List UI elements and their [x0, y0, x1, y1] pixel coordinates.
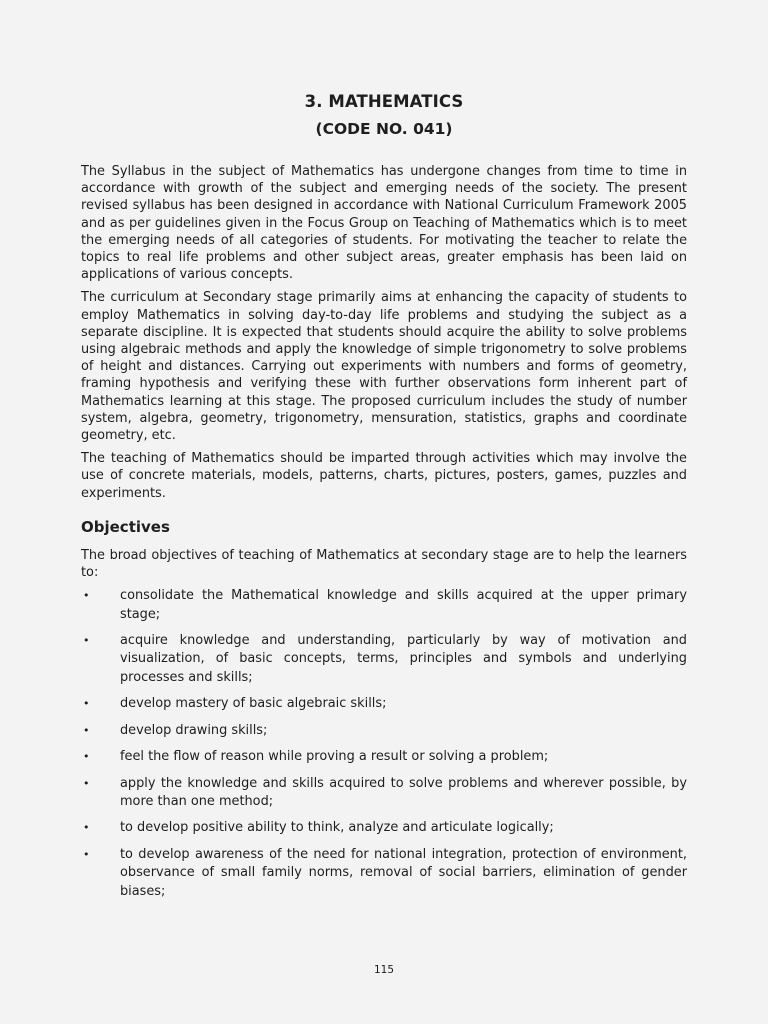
intro-paragraph-2: The curriculum at Secondary stage primarily aims at enhancing the capacity of students to employ Mathematics in solving day-to-day life problems and studying the subject as a separate discipline. It is expected that students should acquire the ability to solve problems using algebraic methods and apply the knowledge of simple trigonometry to solve problems of height and distances. Carrying out experiments with numbers and forms of geometry, framing hypothesis and verifying these with further observations form inherent part of Mathematics learning at this stage. The proposed curriculum includes the study of number system, algebra, geometry, trigonometry, mensuration, statistics, graphs and coordinate geometry, etc. [81, 290, 687, 444]
list-item-text: consolidate the Mathematical knowledge and skills acquired at the upper primary stage; [120, 588, 687, 622]
list-item [81, 819, 687, 837]
document-page [81, 92, 687, 909]
list-item-text: acquire knowledge and understanding, particularly by way of motivation and visualization, of basic concepts, terms, principles and symbols and underlying processes and skills; [120, 633, 687, 685]
list-item [81, 846, 687, 901]
bullet-icon: • [83, 697, 90, 711]
list-item [81, 748, 687, 766]
intro-paragraph-3: The teaching of Mathematics should be imparted through activities which may involve the use of concrete materials, models, patterns, charts, pictures, posters, games, puzzles and experiments. [81, 451, 687, 501]
page-subtitle: (CODE NO. 041) [315, 120, 453, 138]
bullet-icon: • [83, 750, 90, 764]
page-title: 3. MATHEMATICS [304, 92, 464, 111]
list-item-text: to develop positive ability to think, analyze and articulate logically; [120, 820, 554, 836]
bullet-icon: • [83, 723, 90, 737]
list-item-text: feel the flow of reason while proving a result or solving a problem; [120, 749, 549, 765]
list-item [81, 587, 687, 624]
bullet-icon: • [83, 589, 90, 603]
objectives-heading: Objectives [81, 517, 170, 536]
list-item [81, 632, 687, 687]
list-item-text: to develop awareness of the need for national integration, protection of environment, observance of small family norms, removal of social barriers, elimination of gender biases; [120, 846, 687, 899]
intro-paragraph-1: The Syllabus in the subject of Mathematics has undergone changes from time to time in accordance with growth of the subject and emerging needs of the society. The present revised syllabus has been designed in accordance with National Curriculum Framework 2005 and as per guidelines given in the Focus Group on Teaching of Mathematics which is to meet the emerging needs of all categories of students. For motivating the teacher to relate the topics to real life problems and other subject areas, greater emphasis has been laid on applications of various concepts. [81, 164, 687, 283]
page-number: 115 [373, 964, 395, 976]
list-item-text: develop mastery of basic algebraic skills; [120, 696, 387, 712]
list-item [81, 722, 687, 740]
list-item-text: develop drawing skills; [120, 722, 268, 738]
objectives-list [81, 587, 687, 901]
bullet-icon: • [83, 776, 90, 790]
bullet-icon: • [83, 821, 90, 835]
objectives-intro: The broad objectives of teaching of Mathematics at secondary stage are to help the learners to: [81, 547, 687, 581]
list-item [81, 775, 687, 812]
bullet-icon: • [83, 634, 90, 648]
bullet-icon: • [83, 847, 90, 861]
list-item-text: apply the knowledge and skills acquired to solve problems and wherever possible, by more than one method; [120, 775, 687, 809]
list-item [81, 695, 687, 713]
